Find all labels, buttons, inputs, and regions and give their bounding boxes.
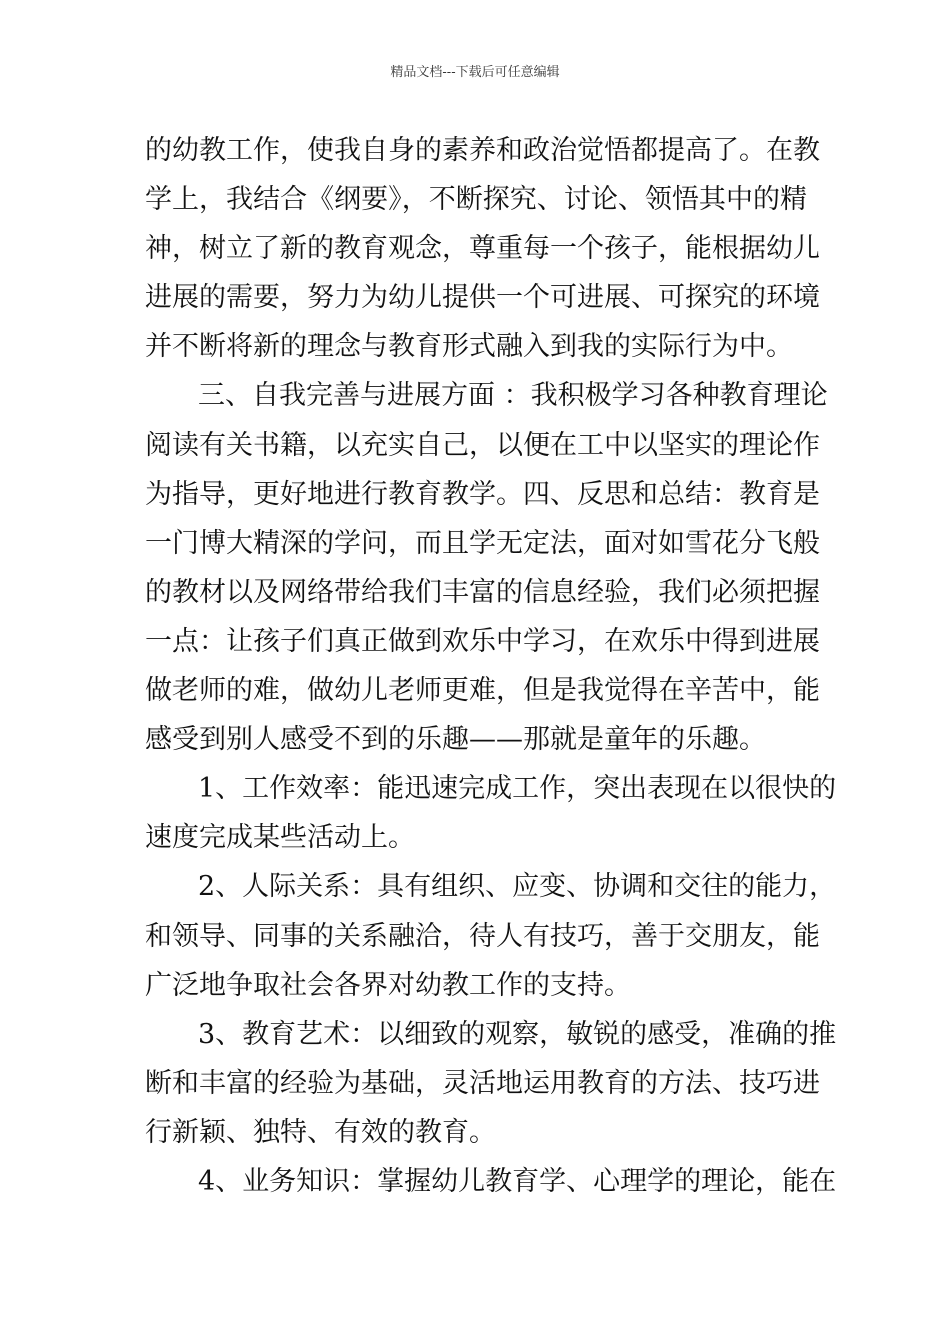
paragraph-start-line: 3、教育艺术：以细致的观察，敏锐的感受，准确的推 xyxy=(198,1018,837,1050)
page-header: 精品文档---下载后可任意编辑 xyxy=(390,65,560,80)
text-line: 一门博大精深的学问，而且学无定法，面对如雪花分飞般 xyxy=(145,527,820,559)
text-line: 进展的需要，努力为幼儿提供一个可进展、可探究的环境 xyxy=(145,282,820,314)
text-line: 学上，我结合《纲要》，不断探究、讨论、领悟其中的精 xyxy=(145,184,807,216)
paragraph-start-line: 1、工作效率：能迅速完成工作，突出表现在以很快的 xyxy=(198,773,837,805)
text-line: 速度完成某些活动上。 xyxy=(145,822,415,854)
text-line: 为指导，更好地进行教育教学。四、反思和总结：教育是 xyxy=(145,478,820,510)
paragraph-start-line: 2、人际关系：具有组织、应变、协调和交往的能力， xyxy=(198,871,837,903)
text-line: 神，树立了新的教育观念，尊重每一个孩子，能根据幼儿 xyxy=(145,233,820,265)
text-line: 一点：让孩子们真正做到欢乐中学习，在欢乐中得到进展 xyxy=(145,625,820,657)
text-line: 做老师的难，做幼儿老师更难，但是我觉得在辛苦中，能 xyxy=(145,675,820,707)
text-line: 的幼教工作，使我自身的素养和政治觉悟都提高了。在教 xyxy=(145,135,820,166)
text-line: 感受到别人感受不到的乐趣——那就是童年的乐趣。 xyxy=(145,724,766,756)
text-line: 和领导、同事的关系融洽，待人有技巧，善于交朋友，能 xyxy=(145,920,820,952)
text-line: 并不断将新的理念与教育形式融入到我的实际行为中。 xyxy=(145,331,793,363)
paragraph-start-line: 三、自我完善与进展方面 ：我积极学习各种教育理论 xyxy=(198,380,828,412)
paragraph-start-line: 4、业务知识：掌握幼儿教育学、心理学的理论，能在 xyxy=(198,1165,837,1197)
text-line: 广泛地争取社会各界对幼教工作的支持。 xyxy=(145,969,631,1001)
text-line: 的教材以及网络带给我们丰富的信息经验，我们必须把握 xyxy=(145,576,820,608)
text-line: 阅读有关书籍，以充实自己，以便在工中以坚实的理论作 xyxy=(145,429,820,461)
text-line: 行新颖、独特、有效的教育。 xyxy=(145,1116,496,1148)
document-body xyxy=(145,126,837,1206)
text-line: 断和丰富的经验为基础，灵活地运用教育的方法、技巧进 xyxy=(145,1067,820,1099)
